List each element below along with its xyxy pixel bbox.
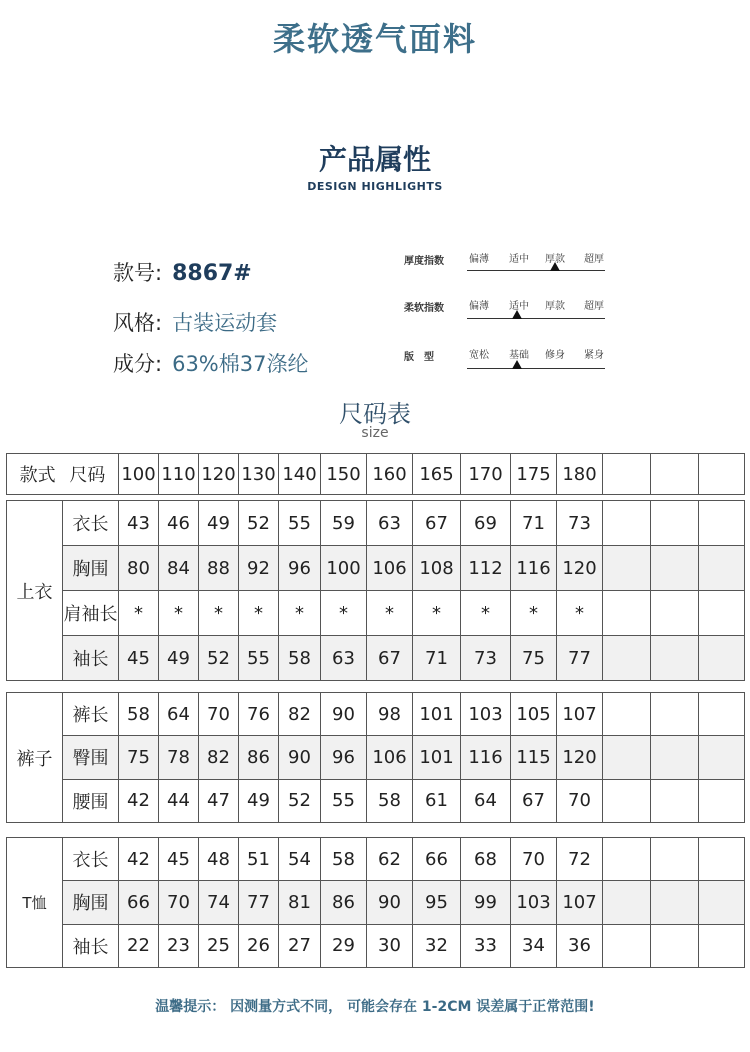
header-size-cell: 180 <box>557 454 603 495</box>
scale-softness-marker <box>512 310 522 319</box>
size-table-subtitle: size <box>361 425 389 441</box>
value-cell: 112 <box>461 546 511 591</box>
value-cell: 52 <box>199 636 239 681</box>
table-row <box>7 501 745 546</box>
scale-fit-option: 宽松 <box>469 350 489 361</box>
value-cell: 82 <box>199 736 239 779</box>
table-row <box>7 546 745 591</box>
scale-softness-option: 超厚 <box>584 301 604 312</box>
value-cell: 96 <box>321 736 367 779</box>
header-size-cell: 140 <box>279 454 321 495</box>
value-cell: 77 <box>557 636 603 681</box>
value-cell: 63 <box>321 636 367 681</box>
value-cell: 67 <box>511 779 557 822</box>
empty-cell <box>603 779 651 822</box>
value-cell: 58 <box>321 838 367 881</box>
value-cell: * <box>199 591 239 636</box>
top-size-table <box>6 500 745 681</box>
value-cell: 71 <box>413 636 461 681</box>
value-cell: 58 <box>119 693 159 736</box>
value-cell: 70 <box>159 881 199 924</box>
value-cell: 30 <box>367 924 413 967</box>
value-cell: 59 <box>321 501 367 546</box>
value-cell: 58 <box>279 636 321 681</box>
row-label: 臀围 <box>63 736 119 779</box>
value-cell: 101 <box>413 693 461 736</box>
value-cell: * <box>367 591 413 636</box>
value-cell: 107 <box>557 881 603 924</box>
attr-material <box>113 348 308 378</box>
scale-thickness-option: 超厚 <box>584 254 604 265</box>
value-cell: 86 <box>239 736 279 779</box>
empty-cell <box>699 924 745 967</box>
empty-cell <box>651 591 699 636</box>
scale-softness-line <box>467 318 605 319</box>
empty-cell <box>699 779 745 822</box>
empty-cell <box>603 591 651 636</box>
empty-cell <box>699 881 745 924</box>
value-cell: 88 <box>199 546 239 591</box>
header-size-cell: 100 <box>119 454 159 495</box>
table-row <box>7 838 745 881</box>
value-cell: 72 <box>557 838 603 881</box>
attr-style-label: 风格: <box>113 311 163 335</box>
value-cell: 103 <box>511 881 557 924</box>
value-cell: 63 <box>367 501 413 546</box>
table-row <box>7 591 745 636</box>
value-cell: * <box>159 591 199 636</box>
value-cell: 77 <box>239 881 279 924</box>
value-cell: 45 <box>159 838 199 881</box>
empty-cell <box>651 693 699 736</box>
value-cell: 103 <box>461 693 511 736</box>
value-cell: 107 <box>557 693 603 736</box>
banner-title: 柔软透气面料 <box>272 20 477 58</box>
row-label: 肩袖长 <box>63 591 119 636</box>
value-cell: 74 <box>199 881 239 924</box>
value-cell: 70 <box>199 693 239 736</box>
attr-style-value: 古装运动套 <box>172 311 278 335</box>
row-label: 衣长 <box>63 838 119 881</box>
scale-thickness-option: 适中 <box>509 254 529 265</box>
header-size-cell: 120 <box>199 454 239 495</box>
section-subtitle: DESIGN HIGHLIGHTS <box>307 180 443 193</box>
table-row <box>7 736 745 779</box>
value-cell: 36 <box>557 924 603 967</box>
empty-cell <box>603 881 651 924</box>
empty-cell <box>699 546 745 591</box>
value-cell: 105 <box>511 693 557 736</box>
value-cell: 66 <box>413 838 461 881</box>
empty-cell <box>603 501 651 546</box>
value-cell: 27 <box>279 924 321 967</box>
empty-cell <box>603 636 651 681</box>
value-cell: 120 <box>557 546 603 591</box>
value-cell: 55 <box>321 779 367 822</box>
value-cell: 106 <box>367 736 413 779</box>
empty-cell <box>699 693 745 736</box>
table-row <box>7 693 745 736</box>
value-cell: 67 <box>413 501 461 546</box>
value-cell: 62 <box>367 838 413 881</box>
value-cell: 108 <box>413 546 461 591</box>
value-cell: 55 <box>239 636 279 681</box>
value-cell: 64 <box>159 693 199 736</box>
header-size-cell: 165 <box>413 454 461 495</box>
scale-fit-line <box>467 368 605 369</box>
value-cell: 48 <box>199 838 239 881</box>
empty-cell <box>699 591 745 636</box>
attr-material-label: 成分: <box>113 352 163 376</box>
scale-thickness-marker <box>550 262 560 271</box>
empty-cell <box>603 546 651 591</box>
scale-softness-label: 柔软指数 <box>404 303 444 314</box>
header-size-cell: 170 <box>461 454 511 495</box>
empty-cell <box>651 881 699 924</box>
value-cell: 29 <box>321 924 367 967</box>
value-cell: 58 <box>367 779 413 822</box>
value-cell: 52 <box>239 501 279 546</box>
value-cell: 95 <box>413 881 461 924</box>
value-cell: * <box>511 591 557 636</box>
value-cell: * <box>557 591 603 636</box>
empty-cell <box>651 636 699 681</box>
value-cell: 80 <box>119 546 159 591</box>
empty-cell <box>699 736 745 779</box>
value-cell: 61 <box>413 779 461 822</box>
table-row <box>7 779 745 822</box>
empty-cell <box>699 501 745 546</box>
value-cell: 42 <box>119 838 159 881</box>
scale-fit-marker <box>512 360 522 369</box>
value-cell: 47 <box>199 779 239 822</box>
value-cell: 101 <box>413 736 461 779</box>
value-cell: 116 <box>461 736 511 779</box>
value-cell: 78 <box>159 736 199 779</box>
row-label: 裤长 <box>63 693 119 736</box>
value-cell: 90 <box>367 881 413 924</box>
value-cell: 52 <box>279 779 321 822</box>
empty-cell <box>603 838 651 881</box>
value-cell: 75 <box>511 636 557 681</box>
value-cell: 76 <box>239 693 279 736</box>
scale-softness-option: 厚款 <box>545 301 565 312</box>
header-kind-size-cell <box>7 454 119 495</box>
value-cell: 90 <box>279 736 321 779</box>
value-cell: 55 <box>279 501 321 546</box>
header-kind-label: 款式 <box>19 465 56 486</box>
value-cell: 67 <box>367 636 413 681</box>
empty-cell <box>651 736 699 779</box>
value-cell: 100 <box>321 546 367 591</box>
value-cell: 98 <box>367 693 413 736</box>
empty-cell <box>699 838 745 881</box>
value-cell: 23 <box>159 924 199 967</box>
scale-fit-option: 基础 <box>509 350 529 361</box>
value-cell: 73 <box>461 636 511 681</box>
value-cell: 42 <box>119 779 159 822</box>
value-cell: 22 <box>119 924 159 967</box>
value-cell: 26 <box>239 924 279 967</box>
value-cell: 70 <box>557 779 603 822</box>
scale-thickness-option: 厚款 <box>545 254 565 265</box>
scale-softness-option: 适中 <box>509 301 529 312</box>
empty-cell <box>651 546 699 591</box>
value-cell: 75 <box>119 736 159 779</box>
value-cell: 51 <box>239 838 279 881</box>
value-cell: 90 <box>321 693 367 736</box>
value-cell: 45 <box>119 636 159 681</box>
value-cell: 120 <box>557 736 603 779</box>
tshirt-size-table <box>6 837 745 968</box>
value-cell: 68 <box>461 838 511 881</box>
value-cell: * <box>239 591 279 636</box>
header-size-label: 尺码 <box>69 465 106 486</box>
row-label: 袖长 <box>63 636 119 681</box>
empty-cell <box>603 924 651 967</box>
value-cell: 99 <box>461 881 511 924</box>
header-size-cell: 160 <box>367 454 413 495</box>
header-size-cell: 150 <box>321 454 367 495</box>
row-label: 袖长 <box>63 924 119 967</box>
value-cell: 64 <box>461 779 511 822</box>
footer-note: 温馨提示： 因测量方式不同， 可能会存在 1-2CM 误差属于正常范围! <box>155 999 595 1015</box>
value-cell: 69 <box>461 501 511 546</box>
header-size-cell: 175 <box>511 454 557 495</box>
row-label: 胸围 <box>63 546 119 591</box>
attr-model <box>113 257 252 287</box>
attr-model-value: 8867# <box>172 261 252 286</box>
attr-material-value: 63%棉37涤纶 <box>172 352 309 376</box>
attr-model-label: 款号: <box>113 261 163 285</box>
scale-fit-option: 修身 <box>545 350 565 361</box>
empty-cell <box>699 454 745 495</box>
value-cell: 106 <box>367 546 413 591</box>
value-cell: 71 <box>511 501 557 546</box>
attr-style <box>113 307 277 337</box>
empty-cell <box>651 838 699 881</box>
value-cell: * <box>461 591 511 636</box>
table-row <box>7 924 745 967</box>
value-cell: 25 <box>199 924 239 967</box>
value-cell: * <box>413 591 461 636</box>
value-cell: 82 <box>279 693 321 736</box>
header-size-cell: 110 <box>159 454 199 495</box>
empty-cell <box>651 501 699 546</box>
empty-cell <box>603 454 651 495</box>
table-row <box>7 636 745 681</box>
scale-thickness-label: 厚度指数 <box>404 256 444 267</box>
value-cell: 66 <box>119 881 159 924</box>
value-cell: 49 <box>239 779 279 822</box>
group-label: T恤 <box>7 838 63 968</box>
group-label: 上衣 <box>7 501 63 681</box>
value-cell: 44 <box>159 779 199 822</box>
value-cell: * <box>279 591 321 636</box>
header-row <box>7 454 745 495</box>
empty-cell <box>603 693 651 736</box>
value-cell: 43 <box>119 501 159 546</box>
value-cell: 33 <box>461 924 511 967</box>
size-header-table <box>6 453 745 495</box>
empty-cell <box>651 924 699 967</box>
section-title: 产品属性 <box>318 143 431 176</box>
group-label: 裤子 <box>7 693 63 823</box>
scale-thickness-line <box>467 270 605 271</box>
value-cell: 81 <box>279 881 321 924</box>
value-cell: 49 <box>159 636 199 681</box>
value-cell: 116 <box>511 546 557 591</box>
value-cell: 32 <box>413 924 461 967</box>
scale-fit-option: 紧身 <box>584 350 604 361</box>
value-cell: 84 <box>159 546 199 591</box>
value-cell: * <box>321 591 367 636</box>
table-row <box>7 881 745 924</box>
scale-softness-option: 偏薄 <box>469 301 489 312</box>
value-cell: 70 <box>511 838 557 881</box>
scale-fit-label: 版 型 <box>404 352 434 363</box>
value-cell: 86 <box>321 881 367 924</box>
value-cell: 49 <box>199 501 239 546</box>
value-cell: 46 <box>159 501 199 546</box>
value-cell: 96 <box>279 546 321 591</box>
row-label: 腰围 <box>63 779 119 822</box>
size-table-title: 尺码表 <box>339 400 411 428</box>
scale-thickness-option: 偏薄 <box>469 254 489 265</box>
empty-cell <box>651 779 699 822</box>
value-cell: 54 <box>279 838 321 881</box>
row-label: 衣长 <box>63 501 119 546</box>
empty-cell <box>603 736 651 779</box>
empty-cell <box>699 636 745 681</box>
value-cell: 73 <box>557 501 603 546</box>
row-label: 胸围 <box>63 881 119 924</box>
pants-size-table <box>6 692 745 823</box>
value-cell: 92 <box>239 546 279 591</box>
empty-cell <box>651 454 699 495</box>
header-size-cell: 130 <box>239 454 279 495</box>
value-cell: 34 <box>511 924 557 967</box>
value-cell: * <box>119 591 159 636</box>
value-cell: 115 <box>511 736 557 779</box>
